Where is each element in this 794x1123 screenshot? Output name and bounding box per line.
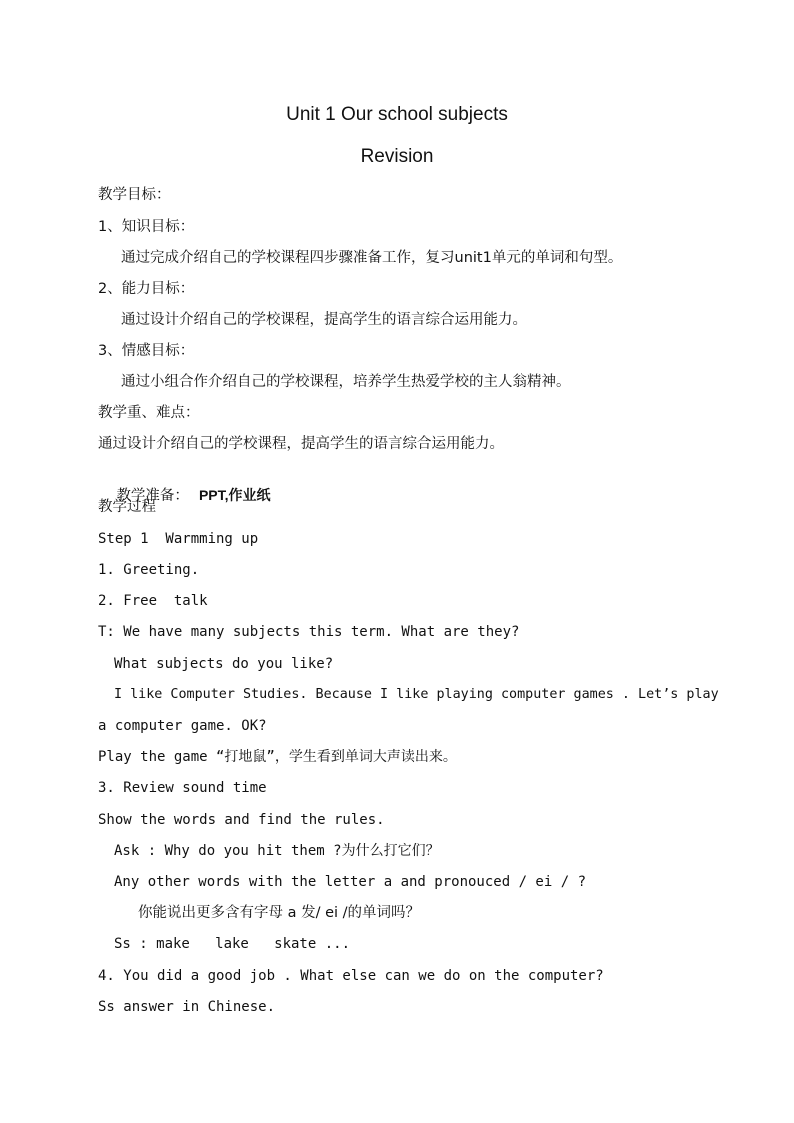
- step-item-free-talk: 2. Free talk: [98, 593, 208, 609]
- play-game-line: Play the game “打地鼠”，学生看到单词大声读出来。: [98, 749, 457, 765]
- teaching-prep-label: 教学准备：: [116, 488, 189, 504]
- step-1-heading: Step 1 Warmming up: [98, 531, 259, 547]
- teacher-line-subjects: T: We have many subjects this term. What are they?: [98, 624, 520, 640]
- show-words-line: Show the words and find the rules.: [98, 812, 385, 828]
- teacher-line-like: What subjects do you like?: [114, 656, 334, 672]
- step-item-good-job: 4. You did a good job . What else can we do on the computer?: [98, 968, 604, 984]
- students-answer-chinese: Ss answer in Chinese.: [98, 999, 276, 1015]
- knowledge-goal-text: 通过完成介绍自己的学校课程四步骤准备工作，复习unit1单元的单词和句型。: [121, 250, 623, 266]
- step-item-greeting: 1. Greeting.: [98, 562, 200, 578]
- emotion-goal-text: 通过小组合作介绍自己的学校课程，培养学生热爱学校的主人翁精神。: [121, 374, 571, 390]
- other-words-chinese-line: 你能说出更多含有字母 a 发/ ei /的单词吗？: [138, 905, 421, 921]
- step-item-review-sound: 3. Review sound time: [98, 780, 267, 796]
- ability-goal-text: 通过设计介绍自己的学校课程，提高学生的语言综合运用能力。: [121, 312, 527, 328]
- teaching-goals-heading: 教学目标：: [98, 187, 171, 203]
- ask-why-line: Ask : Why do you hit them ?为什么打它们？: [114, 843, 440, 859]
- emotion-goal-heading: 3、情感目标：: [98, 343, 195, 359]
- key-points-text: 通过设计介绍自己的学校课程，提高学生的语言综合运用能力。: [98, 436, 504, 452]
- ability-goal-heading: 2、能力目标：: [98, 281, 195, 297]
- document-title: Unit 1 Our school subjects: [286, 104, 508, 125]
- knowledge-goal-heading: 1、知识目标：: [98, 219, 195, 235]
- key-points-heading: 教学重、难点：: [98, 405, 200, 421]
- document-subtitle: Revision: [360, 146, 434, 167]
- teacher-line-computer-studies: I like Computer Studies. Because I like playing computer games . Let’s play: [114, 687, 719, 702]
- other-words-line: Any other words with the letter a and pronouced / ei / ?: [114, 874, 587, 890]
- students-answer-words: Ss : make lake skate ...: [114, 936, 351, 952]
- teacher-line-computer-game: a computer game. OK?: [98, 718, 267, 734]
- teaching-prep-value: PPT,作业纸: [198, 487, 271, 503]
- teaching-process-heading: 教学过程: [98, 499, 156, 515]
